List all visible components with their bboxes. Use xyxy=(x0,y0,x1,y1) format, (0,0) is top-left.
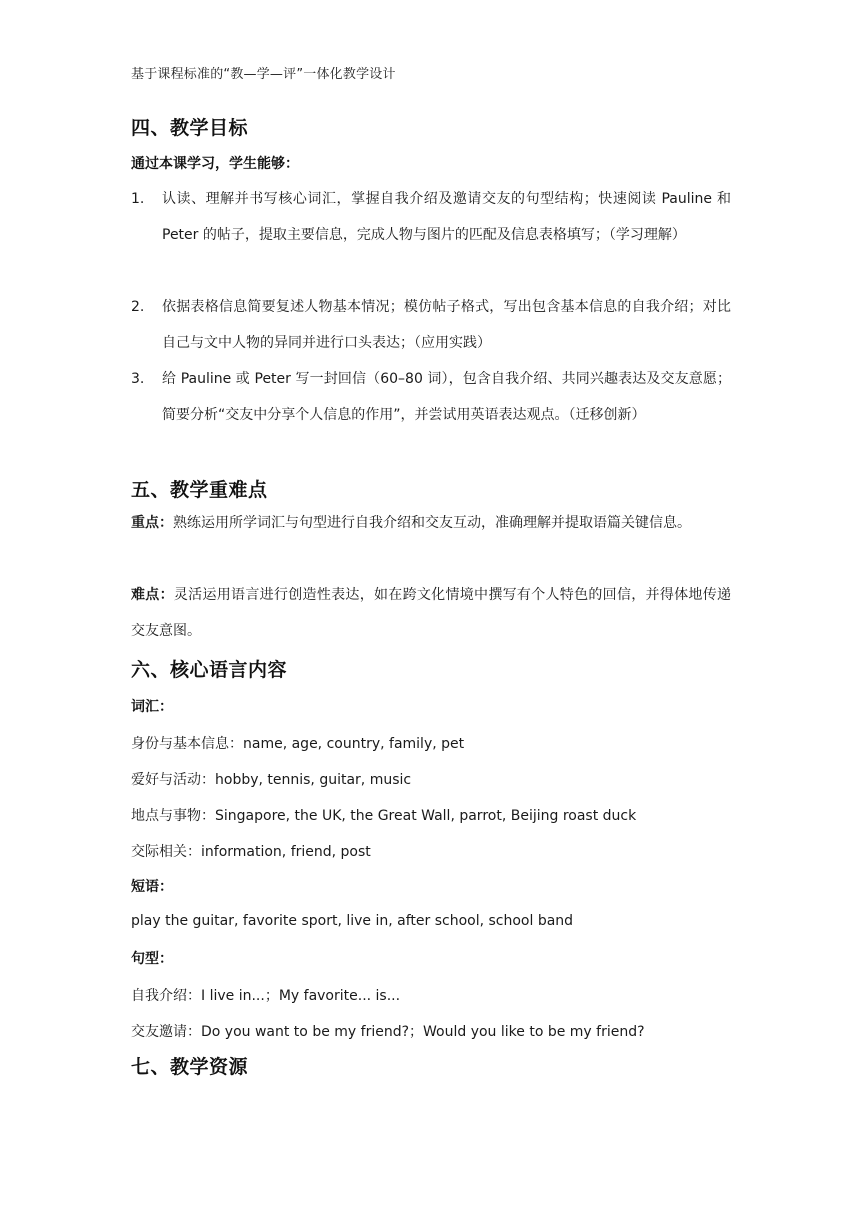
key-point-text: 熟练运用所学词汇与句型进行自我介绍和交友互动，准确理解并提取语篇关键信息。 xyxy=(173,515,691,531)
section-heading-key-points: 五、教学重难点 xyxy=(131,479,268,501)
vocab-line: 交际相关：information, friend, post xyxy=(131,844,371,860)
running-header: 基于课程标准的“教—学—评”一体化教学设计 xyxy=(131,67,396,82)
phrase-label: 短语： xyxy=(131,879,173,895)
section-heading-objectives: 四、教学目标 xyxy=(131,117,249,139)
phrase-line: play the guitar, favorite sport, live in, after school, school band xyxy=(131,913,574,929)
vocab-line: 身份与基本信息：name, age, country, family, pet xyxy=(131,736,465,752)
section-heading-language: 六、核心语言内容 xyxy=(131,659,288,681)
objective-text: 给 Pauline 或 Peter 写一封回信（60–80 词），包含自我介绍、共同兴趣表达及交友意愿；简要分析“交友中分享个人信息的作用”，并尝试用英语表达观点。（迁移创新） xyxy=(162,371,731,423)
objective-number: 1. xyxy=(131,191,145,207)
objective-text: 依据表格信息简要复述人物基本情况；模仿帖子格式，写出包含基本信息的自我介绍；对比自己与文中人物的异同并进行口头表达；（应用实践） xyxy=(162,299,731,351)
pattern-line: 自我介绍：I live in...；My favorite... is... xyxy=(131,988,401,1004)
objective-item xyxy=(131,181,731,253)
objectives-intro: 通过本课学习，学生能够： xyxy=(131,156,299,172)
key-point-paragraph xyxy=(131,505,731,541)
pattern-line: 交友邀请：Do you want to be my friend?；Would you like to be my friend? xyxy=(131,1024,645,1040)
objective-item xyxy=(131,361,731,433)
vocab-line: 爱好与活动：hobby, tennis, guitar, music xyxy=(131,772,412,788)
difficulty-paragraph xyxy=(131,577,731,649)
objective-text: 认读、理解并书写核心词汇，掌握自我介绍及邀请交友的句型结构；快速阅读 Pauline 和 Peter 的帖子，提取主要信息，完成人物与图片的匹配及信息表格填写；（学习理解） xyxy=(162,191,731,243)
objective-item xyxy=(131,289,731,361)
key-point-label: 重点： xyxy=(131,515,173,531)
objective-number: 2. xyxy=(131,299,145,315)
vocab-label: 词汇： xyxy=(131,699,173,715)
vocab-line: 地点与事物：Singapore, the UK, the Great Wall, parrot, Beijing roast duck xyxy=(131,808,637,824)
difficulty-text: 灵活运用语言进行创造性表达，如在跨文化情境中撰写有个人特色的回信，并得体地传递交友意图。 xyxy=(131,587,732,639)
difficulty-label: 难点： xyxy=(131,587,174,603)
objective-number: 3. xyxy=(131,371,145,387)
pattern-label: 句型： xyxy=(131,951,173,967)
section-heading-resources: 七、教学资源 xyxy=(131,1056,249,1078)
